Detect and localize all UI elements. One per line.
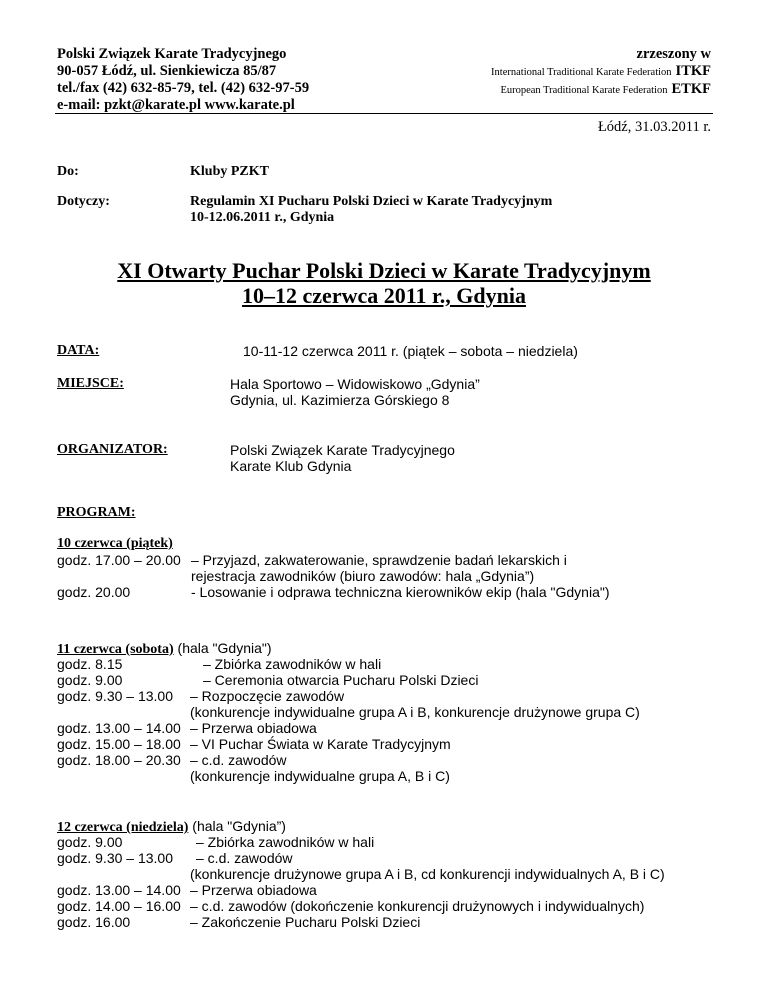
- row-time: godz. 8.15: [57, 656, 123, 672]
- row-time: godz. 15.00 – 18.00: [57, 736, 181, 752]
- day3-date: 12 czerwca (niedziela): [57, 820, 189, 835]
- row-time: godz. 18.00 – 20.30: [57, 752, 181, 768]
- row-desc: – Zbiórka zawodników w hali: [203, 656, 382, 672]
- date-value: 10-11-12 czerwca 2011 r. (piątek – sobota – niedziela): [243, 343, 578, 359]
- schedule-row: [57, 688, 737, 704]
- day3-schedule: [57, 834, 747, 930]
- day3-venue: (hala "Gdynia”): [188, 818, 286, 834]
- header-divider: [55, 113, 713, 114]
- row-desc-cont: (konkurencje indywidualne grupa A, B i C): [190, 768, 450, 784]
- row-desc: – Zakończenie Pucharu Polski Dzieci: [190, 914, 421, 930]
- title-line-1: XI Otwarty Puchar Polski Dzieci w Karate Tradycyjnym: [117, 258, 651, 283]
- row-desc-cont: (konkurencje indywidualne grupa A i B, konkurencje drużynowe grupa C): [190, 704, 640, 720]
- row-desc: – c.d. zawodów: [190, 752, 287, 768]
- day2-schedule: [57, 656, 737, 784]
- row-time: godz. 13.00 – 14.00: [57, 720, 181, 736]
- etkf-abbr: ETKF: [671, 81, 711, 97]
- schedule-row: [57, 736, 737, 752]
- row-desc: – c.d. zawodów (dokończenie konkurencji drużynowych i indywidualnych): [190, 898, 645, 914]
- row-time: godz. 16.00: [57, 914, 131, 930]
- row-desc: – c.d. zawodów: [196, 850, 293, 866]
- schedule-row-cont: [57, 568, 737, 584]
- row-desc-cont: rejestracja zawodników (biuro zawodów: hala „Gdynia”): [191, 568, 535, 584]
- organizer-line-1: Polski Związek Karate Tradycyjnego: [230, 442, 455, 458]
- document-title: [0, 258, 768, 308]
- row-time: godz. 9.30 – 13.00: [57, 850, 173, 866]
- letterhead-address: [57, 46, 309, 114]
- schedule-row: [57, 656, 737, 672]
- org-address: 90-057 Łódź, ul. Sienkiewicza 85/87: [57, 63, 277, 79]
- place-label: MIEJSCE:: [57, 376, 124, 391]
- day1-heading: [57, 536, 173, 552]
- subject-line-2: 10-12.06.2011 r., Gdynia: [190, 210, 335, 225]
- row-desc: – Zbiórka zawodników w hali: [196, 834, 375, 850]
- org-phone: tel./fax (42) 632-85-79, tel. (42) 632-97-59: [57, 80, 310, 96]
- itkf-abbr: ITKF: [675, 63, 711, 79]
- day2-venue: (hala "Gdynia"): [173, 640, 272, 656]
- organizer-line-2: Karate Klub Gdynia: [230, 458, 352, 474]
- row-time: godz. 13.00 – 14.00: [57, 882, 181, 898]
- date-label: DATA:: [57, 343, 100, 358]
- letter-date: Łódź, 31.03.2011 r.: [597, 119, 711, 135]
- row-desc: – Rozpoczęcie zawodów: [190, 688, 345, 704]
- letterhead-federations: [491, 46, 711, 99]
- row-time: godz. 9.00: [57, 834, 123, 850]
- federation-itkf: [491, 63, 711, 81]
- federation-etkf: [491, 81, 711, 99]
- organizer-value: [230, 442, 455, 474]
- row-time: godz. 14.00 – 16.00: [57, 898, 181, 914]
- org-name: Polski Związek Karate Tradycyjnego: [57, 46, 287, 62]
- program-label: PROGRAM:: [57, 505, 136, 520]
- row-desc: – Ceremonia otwarcia Pucharu Polski Dzieci: [203, 672, 479, 688]
- schedule-row: [57, 914, 747, 930]
- subject-label: Dotyczy:: [57, 194, 110, 209]
- schedule-row-cont: [57, 866, 747, 882]
- row-time: godz. 9.00: [57, 672, 123, 688]
- row-time: godz. 17.00 – 20.00: [57, 552, 181, 568]
- row-desc: – Przyjazd, zakwaterowanie, sprawdzenie badań lekarskich i: [191, 552, 567, 568]
- place-line-2: Gdynia, ul. Kazimierza Górskiego 8: [230, 392, 450, 408]
- place-value: [230, 376, 480, 408]
- org-email-web: e-mail: pzkt@karate.pl www.karate.pl: [57, 97, 295, 113]
- to-label: Do:: [57, 164, 79, 179]
- schedule-row: [57, 552, 737, 568]
- schedule-row-cont: [57, 768, 737, 784]
- row-desc: - Losowanie i odprawa techniczna kierowników ekip (hala "Gdynia"): [191, 584, 610, 600]
- schedule-row: [57, 850, 747, 866]
- schedule-row: [57, 752, 737, 768]
- to-value: Kluby PZKT: [190, 164, 269, 179]
- day1-schedule: [57, 552, 737, 600]
- place-line-1: Hala Sportowo – Widowiskowo „Gdynia”: [230, 376, 480, 392]
- row-time: godz. 9.30 – 13.00: [57, 688, 173, 704]
- organizer-label: ORGANIZATOR:: [57, 442, 168, 457]
- schedule-row: [57, 672, 737, 688]
- schedule-row: [57, 584, 737, 600]
- schedule-row: [57, 882, 747, 898]
- row-time: godz. 20.00: [57, 584, 131, 600]
- row-desc-cont: (konkurencje drużynowe grupa A i B, cd konkurencji indywidualnych A, B i C): [190, 866, 665, 882]
- subject-line-1: Regulamin XI Pucharu Polski Dzieci w Karate Tradycyjnym: [190, 194, 553, 209]
- itkf-name: International Traditional Karate Federation: [491, 67, 672, 78]
- row-desc: – Przerwa obiadowa: [190, 720, 317, 736]
- etkf-name: European Traditional Karate Federation: [500, 85, 668, 96]
- subject-value: [190, 194, 552, 226]
- title-line-2: 10–12 czerwca 2011 r., Gdynia: [242, 283, 526, 308]
- day1-date: 10 czerwca (piątek): [57, 536, 173, 551]
- schedule-row: [57, 834, 747, 850]
- row-desc: – VI Puchar Świata w Karate Tradycyjnym: [190, 736, 451, 752]
- schedule-row: [57, 720, 737, 736]
- day2-date: 11 czerwca (sobota): [57, 642, 174, 657]
- affiliated-label: zrzeszony w: [636, 46, 711, 62]
- schedule-row: [57, 898, 747, 914]
- row-desc: – Przerwa obiadowa: [190, 882, 317, 898]
- schedule-row-cont: [57, 704, 737, 720]
